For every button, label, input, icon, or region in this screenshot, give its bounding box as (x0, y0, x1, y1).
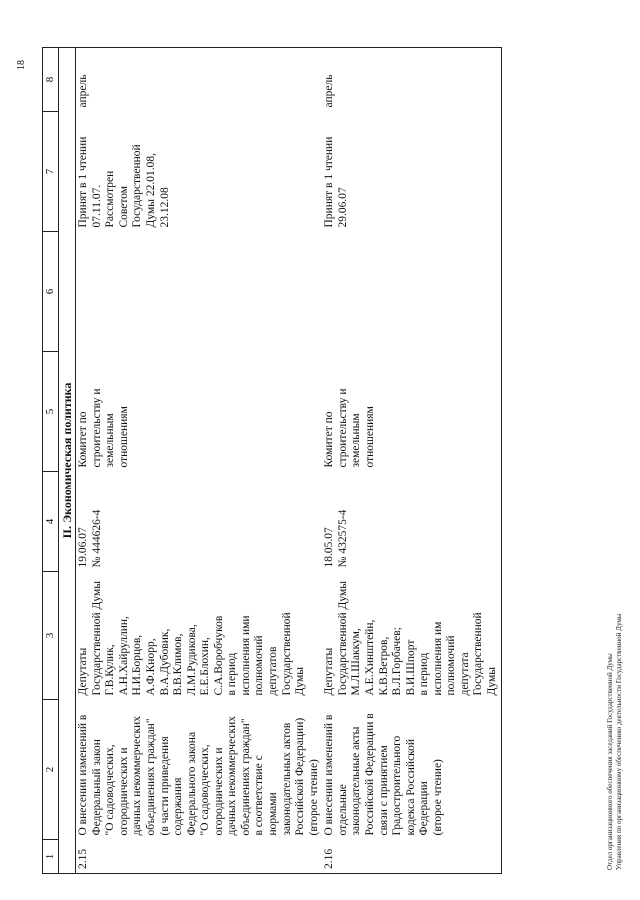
bill-title-line: объединениях граждан" (239, 718, 252, 836)
bill-title-line: связи с принятием (377, 745, 390, 836)
bill-title-line: (второе чтение) (431, 759, 444, 836)
bill-title-line: Российской Федерации в (363, 713, 376, 836)
bill-authors (76, 572, 323, 700)
column-number: 6 (43, 232, 59, 352)
footer-line: Отдел организационного обеспечения заседаний Государственной Думы (606, 653, 614, 870)
bill-status-line: 29.06.07 (336, 187, 349, 228)
bill-authors-line: Депутаты (323, 647, 336, 696)
item-number (76, 840, 323, 874)
bill-authors-line: К.В.Ветров, (377, 636, 390, 696)
column-6 (322, 232, 501, 352)
registration-date-line: 18.05.07 (323, 527, 336, 568)
responsible-committee-line: строительству и (336, 388, 349, 468)
column-number: 2 (43, 700, 59, 840)
bill-status-line: Принят в 1 чтении (323, 136, 336, 228)
registration-date (322, 472, 501, 572)
page-number: 18 (16, 60, 27, 70)
bill-authors-line: Государственной (280, 612, 293, 696)
item-number-line: 2.15 (77, 848, 90, 869)
bill-status (76, 112, 323, 232)
bill-authors-line: в период (226, 652, 239, 696)
column-number-row (43, 48, 59, 874)
section-title: II. Экономическая политика (58, 48, 75, 874)
bill-authors-line: полномочий (445, 635, 458, 696)
bill-authors-line: Думы (294, 667, 307, 696)
registration-date-line: 19.06.07 (77, 527, 90, 568)
bill-title-line: Федерации (418, 781, 431, 836)
column-number: 5 (43, 352, 59, 472)
bill-title-line: законодательных актов (280, 722, 293, 836)
bill-title-line: законодательные акты (350, 726, 363, 836)
bill-authors-line: М.Л.Шаккум, (350, 628, 363, 696)
bill-title-line: содержания (172, 777, 185, 836)
bill-title-line: (второе чтение) (307, 759, 320, 836)
responsible-committee-line: отношениям (363, 406, 376, 468)
column-number: 1 (43, 840, 59, 874)
bill-status-line: Государственной (131, 144, 144, 228)
column-number: 3 (43, 572, 59, 700)
column-number: 7 (43, 112, 59, 232)
registration-date-line: № 432575-4 (336, 509, 349, 568)
responsible-committee-line: земельным (104, 413, 117, 468)
bill-authors-line: Государственной Думы (90, 581, 103, 696)
responsible-committee-line: Комитет по (323, 411, 336, 468)
bill-authors-line: В.В.Климов, (172, 633, 185, 696)
bill-authors-line: В.И.Шпорт (404, 639, 417, 696)
table-row (322, 48, 501, 874)
bill-authors-line: полномочий (253, 635, 266, 696)
table-row (76, 48, 323, 874)
bill-status-line: Думы 22.01.08, (144, 153, 157, 228)
bill-title-line: О внесении изменений в (77, 714, 90, 836)
bill-authors-line: депутата (458, 652, 471, 696)
bill-title-line: кодекса Российской (404, 738, 417, 836)
bill-title-line: "О садоводческих, (104, 744, 117, 836)
bill-title-line: отдельные (336, 784, 349, 836)
bill-status-line: 07.11.07. (90, 184, 103, 228)
column-number: 8 (43, 48, 59, 112)
bill-title-line: нормами (267, 792, 279, 836)
bill-title (322, 700, 501, 840)
bill-authors-line: С.А.Воробчуков (212, 615, 225, 696)
bill-title-line: О внесении изменений в (323, 714, 336, 836)
bill-authors (322, 572, 501, 700)
bill-authors-line: Н.И.Борцов, (131, 634, 144, 696)
bill-authors-line: Е.Е.Блохин, (199, 637, 212, 696)
legislation-table (42, 47, 502, 874)
bill-authors-line: Государственной (472, 612, 485, 696)
bill-authors-line: В.А.Дубовик, (158, 628, 171, 696)
bill-title-line: в соответствие с (253, 755, 266, 836)
responsible-committee (76, 352, 323, 472)
bill-authors-line: Депутаты (77, 647, 90, 696)
responsible-committee-line: Комитет по (77, 411, 90, 468)
bill-title-line: Российской Федерации) (294, 717, 307, 836)
responsible-committee-line: строительству и (90, 388, 103, 468)
bill-authors-line: Л.М.Рудикова, (185, 624, 198, 696)
bill-authors-line: исполнения им (431, 621, 444, 696)
responsible-committee (322, 352, 501, 472)
bill-title (76, 700, 323, 840)
bill-title-line: (в части приведения (158, 736, 171, 836)
bill-status-line: Советом (117, 185, 130, 228)
registration-date-line: № 444626-4 (90, 509, 103, 568)
bill-authors-line: А.Е.Хинштейн, (363, 619, 376, 696)
registration-date (76, 472, 323, 572)
bill-authors-line: депутатов (267, 646, 279, 696)
bill-title-line: Федерального закона (185, 731, 198, 836)
planned-month (322, 48, 501, 112)
planned-month (76, 48, 323, 112)
footer-line: Управления по организационному обеспечению деятельности Государственной Думы (614, 613, 623, 870)
bill-authors-line: Государственной Думы (336, 581, 349, 696)
footer (606, 614, 624, 870)
bill-authors-line: А.Н.Хайруллин, (117, 616, 130, 696)
bill-title-line: Градостроительного (391, 735, 404, 836)
bill-title-line: Федеральный закон (90, 739, 103, 836)
responsible-committee-line: отношениям (117, 406, 130, 468)
column-number: 4 (43, 472, 59, 572)
bill-status (322, 112, 501, 232)
bill-authors-line: исполнения ими (239, 615, 252, 696)
bill-status-line: Рассмотрен (104, 170, 117, 228)
bill-authors-line: Думы (486, 667, 498, 696)
planned-month-line: апрель (323, 74, 336, 108)
bill-authors-line: Г.В.Кулик, (104, 644, 117, 696)
bill-title-line: дачных некоммерческих (131, 716, 144, 836)
item-number (322, 840, 501, 874)
section-row (58, 48, 75, 874)
column-6 (76, 232, 323, 352)
bill-title-line: огороднических и (212, 747, 225, 836)
planned-month-line: апрель (77, 74, 90, 108)
bill-authors-line: в период (418, 652, 431, 696)
bill-status-line: 23.12.08 (158, 187, 171, 228)
bill-authors-line: В.Л.Горбачев; (391, 627, 404, 696)
bill-title-line: объединениях граждан" (144, 718, 157, 836)
item-number-line: 2.16 (323, 848, 336, 869)
bill-title-line: огороднических и (117, 747, 130, 836)
bill-title-line: дачных некоммерческих (226, 716, 239, 836)
responsible-committee-line: земельным (350, 413, 363, 468)
bill-status-line: Принят в 1 чтении (77, 136, 90, 228)
bill-title-line: "О садоводческих, (199, 744, 212, 836)
bill-authors-line: А.Ф.Кнорр, (144, 638, 157, 696)
